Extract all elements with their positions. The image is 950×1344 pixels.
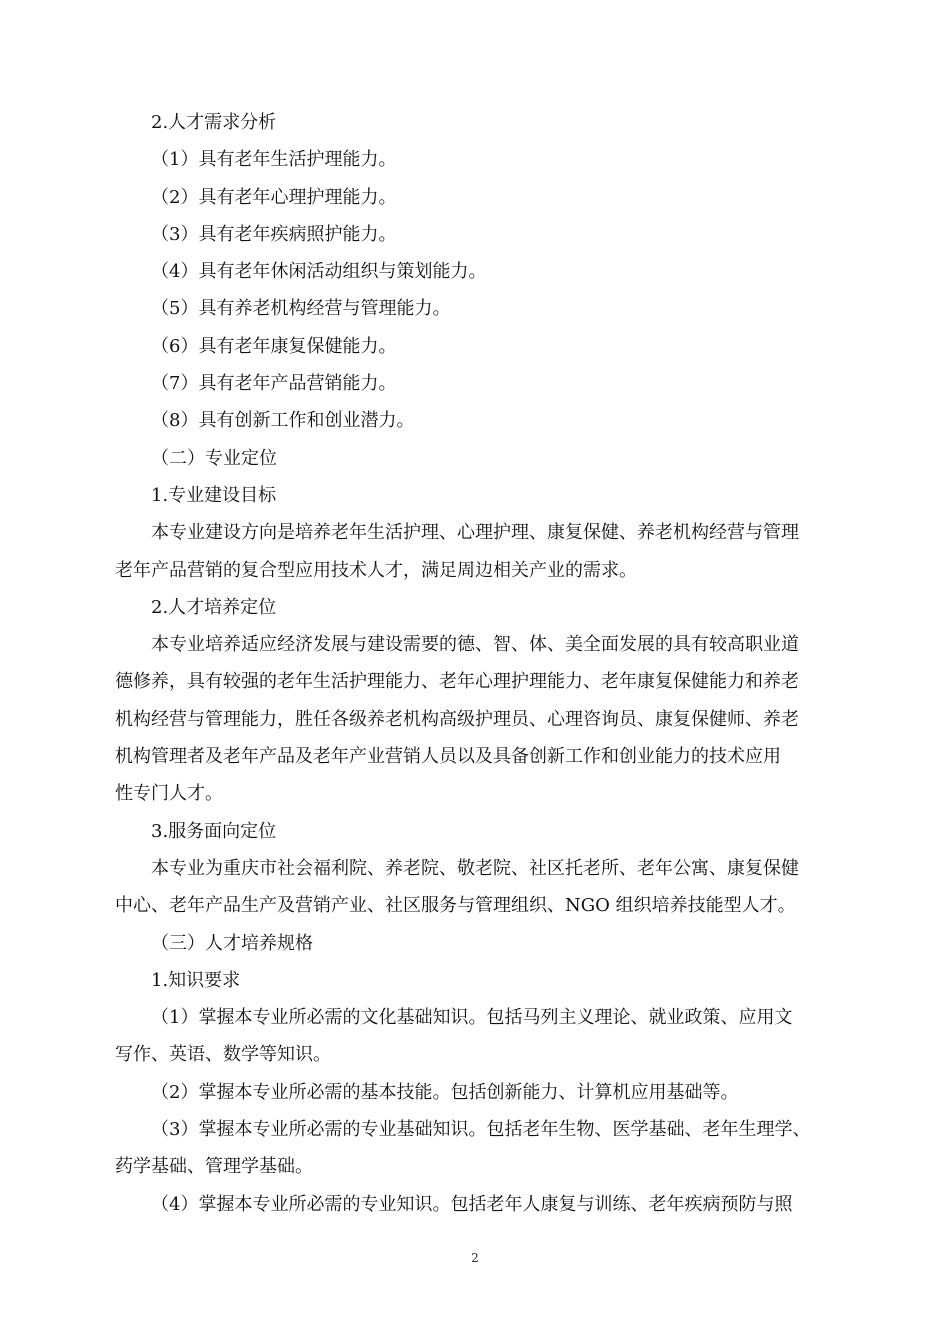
paragraph-line: 写作、英语、数学等知识。	[115, 1044, 331, 1066]
subheading-construction-goal: 1.专业建设目标	[151, 484, 277, 506]
list-item: （7）具有老年产品营销能力。	[151, 373, 397, 395]
list-item: （3）具有老年疾病照护能力。	[151, 223, 397, 245]
paragraph-line: 性专门人才。	[115, 783, 223, 805]
page-number: 2	[471, 1251, 479, 1265]
paragraph-line: （1）掌握本专业所必需的文化基础知识。包括马列主义理论、就业政策、应用文	[151, 1007, 793, 1029]
paragraph-line: 本专业为重庆市社会福利院、养老院、敬老院、社区托老所、老年公寓、康复保健	[151, 857, 799, 879]
subheading-knowledge-requirements: 1.知识要求	[151, 969, 241, 991]
paragraph-line: 中心、老年产品生产及营销产业、社区服务与管理组织、NGO 组织培养技能型人才。	[115, 895, 796, 917]
list-item: （6）具有老年康复保健能力。	[151, 335, 397, 357]
subheading-talent-demand: 2.人才需求分析	[151, 112, 277, 133]
section-heading-positioning: （二）专业定位	[151, 447, 277, 469]
paragraph-line: 本专业培养适应经济发展与建设需要的德、智、体、美全面发展的具有较高职业道	[151, 634, 799, 656]
paragraph-line: 药学基础、管理学基础。	[115, 1156, 313, 1178]
paragraph-line: 机构经营与管理能力，胜任各级养老机构高级护理员、心理咨询员、康复保健师、养老	[115, 708, 799, 730]
list-item: （8）具有创新工作和创业潜力。	[151, 410, 415, 432]
subheading-training-positioning: 2.人才培养定位	[151, 596, 277, 618]
subheading-service-positioning: 3.服务面向定位	[151, 820, 277, 842]
list-item: （4）具有老年休闲活动组织与策划能力。	[151, 261, 487, 283]
paragraph-line: （3）掌握本专业所必需的专业基础知识。包括老年生物、医学基础、老年生理学、	[151, 1119, 811, 1141]
document-body	[115, 104, 841, 1223]
paragraph-line: 老年产品营销的复合型应用技术人才，满足周边相关产业的需求。	[115, 559, 637, 581]
list-item: （5）具有养老机构经营与管理能力。	[151, 298, 451, 320]
paragraph-line: 德修养，具有较强的老年生活护理能力、老年心理护理能力、老年康复保健能力和养老	[115, 671, 799, 693]
list-item: （1）具有老年生活护理能力。	[151, 149, 397, 171]
paragraph-line: 本专业建设方向是培养老年生活护理、心理护理、康复保健、养老机构经营与管理	[151, 522, 799, 544]
list-item: （2）具有老年心理护理能力。	[151, 186, 397, 208]
paragraph-line: 机构管理者及老年产品及老年产业营销人员以及具备创新工作和创业能力的技术应用	[115, 746, 781, 768]
paragraph-line: （4）掌握本专业所必需的专业知识。包括老年人康复与训练、老年疾病预防与照	[151, 1193, 793, 1215]
paragraph-line: （2）掌握本专业所必需的基本技能。包括创新能力、计算机应用基础等。	[151, 1081, 739, 1103]
section-heading-specification: （三）人才培养规格	[151, 932, 313, 954]
